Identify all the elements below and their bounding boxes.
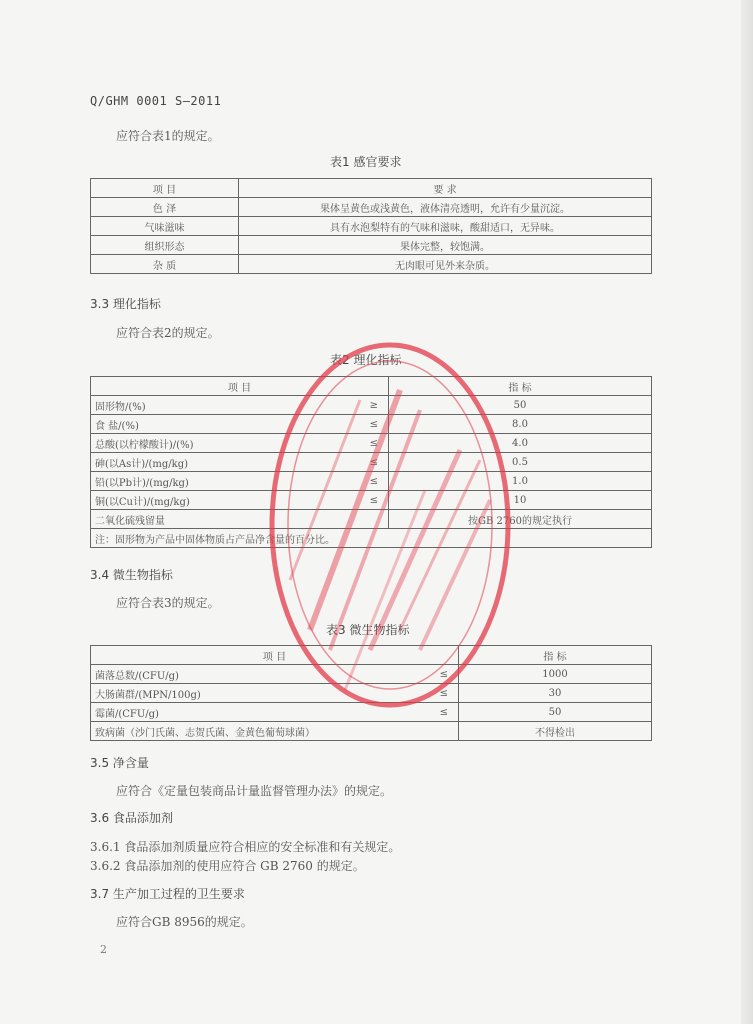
table-header-cell: 项 目 bbox=[91, 646, 459, 665]
table-cell: ≤ bbox=[337, 472, 389, 491]
table-cell: 气味滋味 bbox=[91, 217, 239, 236]
section-3-6-heading: 3.6 食品添加剂 bbox=[90, 811, 173, 825]
section-3-7-heading: 3.7 生产加工过程的卫生要求 bbox=[90, 887, 245, 901]
table-cell: 霉菌/(CFU/g) bbox=[91, 703, 411, 722]
table-cell: 1.0 bbox=[389, 472, 652, 491]
table-cell: 8.0 bbox=[389, 415, 652, 434]
table-header-row bbox=[91, 377, 652, 396]
table-row bbox=[91, 453, 652, 472]
section-3-4-heading: 3.4 微生物指标 bbox=[90, 568, 173, 582]
table-header-row bbox=[91, 646, 652, 665]
table-row bbox=[91, 722, 652, 741]
table3 bbox=[90, 645, 652, 741]
table-cell: ≤ bbox=[337, 434, 389, 453]
section-3-3-text: 应符合表2的规定。 bbox=[116, 326, 220, 340]
table-cell bbox=[337, 510, 389, 529]
table-row bbox=[91, 255, 652, 274]
table-header-cell: 指 标 bbox=[389, 377, 652, 396]
table-cell: ≤ bbox=[411, 684, 459, 703]
table-cell: 果体完整，较饱满。 bbox=[239, 236, 652, 255]
table-cell: 不得检出 bbox=[459, 722, 652, 741]
table-cell: 1000 bbox=[459, 665, 652, 684]
section-3-6-2-text: 3.6.2 食品添加剂的使用应符合 GB 2760 的规定。 bbox=[90, 859, 365, 873]
table-cell: 50 bbox=[389, 396, 652, 415]
table-row bbox=[91, 510, 652, 529]
table-cell: 铅(以Pb计)/(mg/kg) bbox=[91, 472, 337, 491]
table-cell: 色 泽 bbox=[91, 198, 239, 217]
table-cell: 菌落总数/(CFU/g) bbox=[91, 665, 411, 684]
table-header-cell: 项 目 bbox=[91, 377, 389, 396]
table-cell: 50 bbox=[459, 703, 652, 722]
section-3-5-text: 应符合《定量包装商品计量监督管理办法》的规定。 bbox=[116, 784, 393, 798]
table-cell: 组织形态 bbox=[91, 236, 239, 255]
table-row bbox=[91, 684, 652, 703]
table1 bbox=[90, 178, 652, 274]
table-note: 注：固形物为产品中固体物质占产品净含量的百分比。 bbox=[91, 529, 652, 548]
section-3-6-1-text: 3.6.1 食品添加剂质量应符合相应的安全标准和有关规定。 bbox=[90, 840, 401, 854]
table-cell: 致病菌（沙门氏菌、志贺氏菌、金黄色葡萄球菌） bbox=[91, 722, 411, 741]
table-row bbox=[91, 434, 652, 453]
table-row bbox=[91, 198, 652, 217]
section-3-3-heading: 3.3 理化指标 bbox=[90, 297, 161, 311]
table-cell: 4.0 bbox=[389, 434, 652, 453]
page-number: 2 bbox=[100, 943, 107, 956]
table-row bbox=[91, 236, 652, 255]
table-cell: 大肠菌群/(MPN/100g) bbox=[91, 684, 411, 703]
table-cell: 具有水泡梨特有的气味和滋味，酸甜适口，无异味。 bbox=[239, 217, 652, 236]
table-cell: ≥ bbox=[337, 396, 389, 415]
section-3-7-text: 应符合GB 8956的规定。 bbox=[116, 915, 253, 929]
table-cell: ≤ bbox=[411, 665, 459, 684]
table-cell: ≤ bbox=[337, 491, 389, 510]
table-cell: 砷(以As计)/(mg/kg) bbox=[91, 453, 337, 472]
table2-caption: 表2 理化指标 bbox=[330, 353, 402, 367]
table-row bbox=[91, 703, 652, 722]
table-cell: 无肉眼可见外来杂质。 bbox=[239, 255, 652, 274]
table-header-cell: 要 求 bbox=[239, 179, 652, 198]
table-cell: 固形物/(%) bbox=[91, 396, 337, 415]
table-row bbox=[91, 415, 652, 434]
table-cell: 30 bbox=[459, 684, 652, 703]
table-row bbox=[91, 217, 652, 236]
standard-code: Q/GHM 0001 S—2011 bbox=[90, 94, 222, 108]
table-header-cell: 项 目 bbox=[91, 179, 239, 198]
section-3-5-heading: 3.5 净含量 bbox=[90, 756, 149, 770]
table-cell: 果体呈黄色或浅黄色，液体清亮透明，允许有少量沉淀。 bbox=[239, 198, 652, 217]
table-cell: ≤ bbox=[337, 453, 389, 472]
table1-caption: 表1 感官要求 bbox=[330, 155, 402, 169]
table2 bbox=[90, 376, 652, 548]
table-row bbox=[91, 396, 652, 415]
table-header-cell: 指 标 bbox=[459, 646, 652, 665]
table-cell bbox=[411, 722, 459, 741]
table-header-row bbox=[91, 179, 652, 198]
table-cell: 杂 质 bbox=[91, 255, 239, 274]
table-cell: ≤ bbox=[337, 415, 389, 434]
table-row bbox=[91, 472, 652, 491]
table-cell: 总酸(以柠檬酸计)/(%) bbox=[91, 434, 337, 453]
table-cell: 食 盐/(%) bbox=[91, 415, 337, 434]
table-cell: 10 bbox=[389, 491, 652, 510]
table-cell: ≤ bbox=[411, 703, 459, 722]
table-cell: 按GB 2760的规定执行 bbox=[389, 510, 652, 529]
section-3-4-text: 应符合表3的规定。 bbox=[116, 596, 220, 610]
table-row bbox=[91, 491, 652, 510]
table-cell: 二氧化硫残留量 bbox=[91, 510, 337, 529]
table-cell: 铜(以Cu计)/(mg/kg) bbox=[91, 491, 337, 510]
page-edge bbox=[741, 0, 753, 1024]
intro-text: 应符合表1的规定。 bbox=[116, 129, 220, 143]
table-row bbox=[91, 665, 652, 684]
table3-caption: 表3 微生物指标 bbox=[326, 623, 410, 637]
table-note-row bbox=[91, 529, 652, 548]
table-cell: 0.5 bbox=[389, 453, 652, 472]
